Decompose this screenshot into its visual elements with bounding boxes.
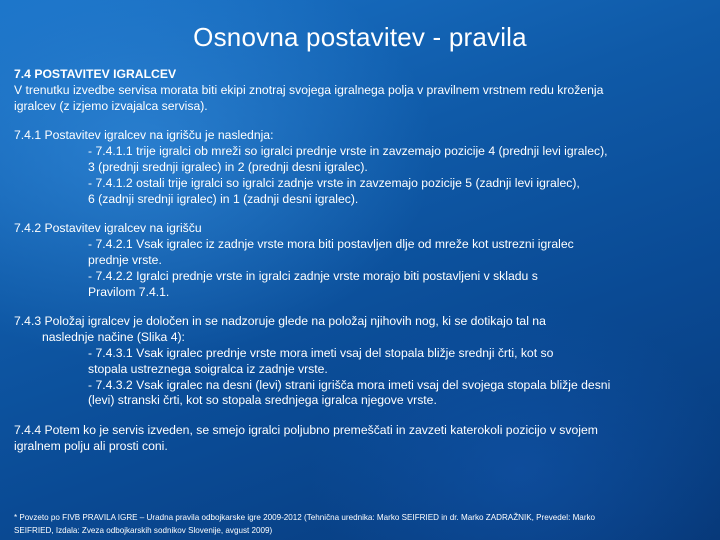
- paragraph-line: V trenutku izvedbe servisa morata biti ekipi znotraj svojega igralnega polja v pravilnem vrstnem redu kroženja: [14, 82, 604, 97]
- section-7-4: [14, 67, 706, 114]
- rule-item-line: stopala ustreznega soigralca iz zadnje vrste.: [88, 361, 328, 376]
- rule-heading-continuation: naslednje načine (Slika 4):: [42, 330, 185, 345]
- rule-item-line: - 7.4.2.2 Igralci prednje vrste in igralci zadnje vrste morajo biti postavljeni v skladu s: [88, 268, 538, 283]
- section-7-4-2: [14, 221, 706, 300]
- paragraph-line: igralnem polju ali prosti coni.: [14, 438, 168, 453]
- source-footnote: [14, 511, 714, 537]
- section-7-4-3: [14, 314, 706, 409]
- section-7-4-1: [14, 128, 706, 207]
- rule-item-line: - 7.4.1.2 ostali trije igralci so igralci zadnje vrste in zavzemajo pozicije 5 (zadnji levi igralec),: [88, 175, 580, 190]
- rule-item-line: - 7.4.3.1 Vsak igralec prednje vrste mora imeti vsaj del stopala bližje srednji črti, kot so: [88, 345, 554, 360]
- footnote-line: SEIFRIED, Izdala: Zveza odbojkarskih sodnikov Slovenije, avgust 2009): [14, 526, 273, 535]
- footnote-line: * Povzeto po FIVB PRAVILA IGRE – Uradna pravila odbojkarske igre 2009-2012 (Tehnična urednika: Marko SEIFRIED in dr. Marko ZADRAŽNIK, Prevedel: Marko: [14, 513, 596, 522]
- rule-item-line: 6 (zadnji srednji igralec) in 1 (zadnji desni igralec).: [88, 191, 359, 206]
- rule-item-line: (levi) stranski črti, kot so stopala srednjega igralca njegove vrste.: [88, 393, 437, 408]
- rule-heading: 7.4.4 Potem ko je servis izveden, se smejo igralci poljubno premeščati in zavzeti katerokoli pozicijo v svojem: [14, 423, 598, 438]
- rule-heading: 7.4.1 Postavitev igralcev na igrišču je naslednja:: [14, 128, 274, 143]
- section-7-4-4: [14, 423, 706, 455]
- rule-item-line: - 7.4.3.2 Vsak igralec na desni (levi) strani igrišča mora imeti vsaj del svojega stopala bližje desni: [88, 377, 611, 392]
- section-heading: 7.4 POSTAVITEV IGRALCEV: [14, 67, 177, 81]
- rule-heading: 7.4.3 Položaj igralcev je določen in se nadzoruje glede na položaj njihovih nog, ki se dotikajo tal na: [14, 314, 546, 329]
- rule-item-line: prednje vrste.: [88, 252, 162, 267]
- rule-item-line: Pravilom 7.4.1.: [88, 284, 170, 299]
- paragraph-line: igralcev (z izjemo izvajalca servisa).: [14, 98, 208, 113]
- page-title: Osnovna postavitev - pravila: [193, 22, 527, 52]
- rule-item-line: - 7.4.1.1 trije igralci ob mreži so igralci prednje vrste in zavzemajo pozicije 4 (prednji levi igralec),: [88, 144, 608, 159]
- slide-body: [14, 67, 706, 455]
- rule-heading: 7.4.2 Postavitev igralcev na igrišču: [14, 221, 202, 236]
- rule-item-line: 3 (prednji srednji igralec) in 2 (prednji desni igralec).: [88, 159, 368, 174]
- rule-item-line: - 7.4.2.1 Vsak igralec iz zadnje vrste mora biti postavljen dlje od mreže kot ustrezni igralec: [88, 237, 574, 252]
